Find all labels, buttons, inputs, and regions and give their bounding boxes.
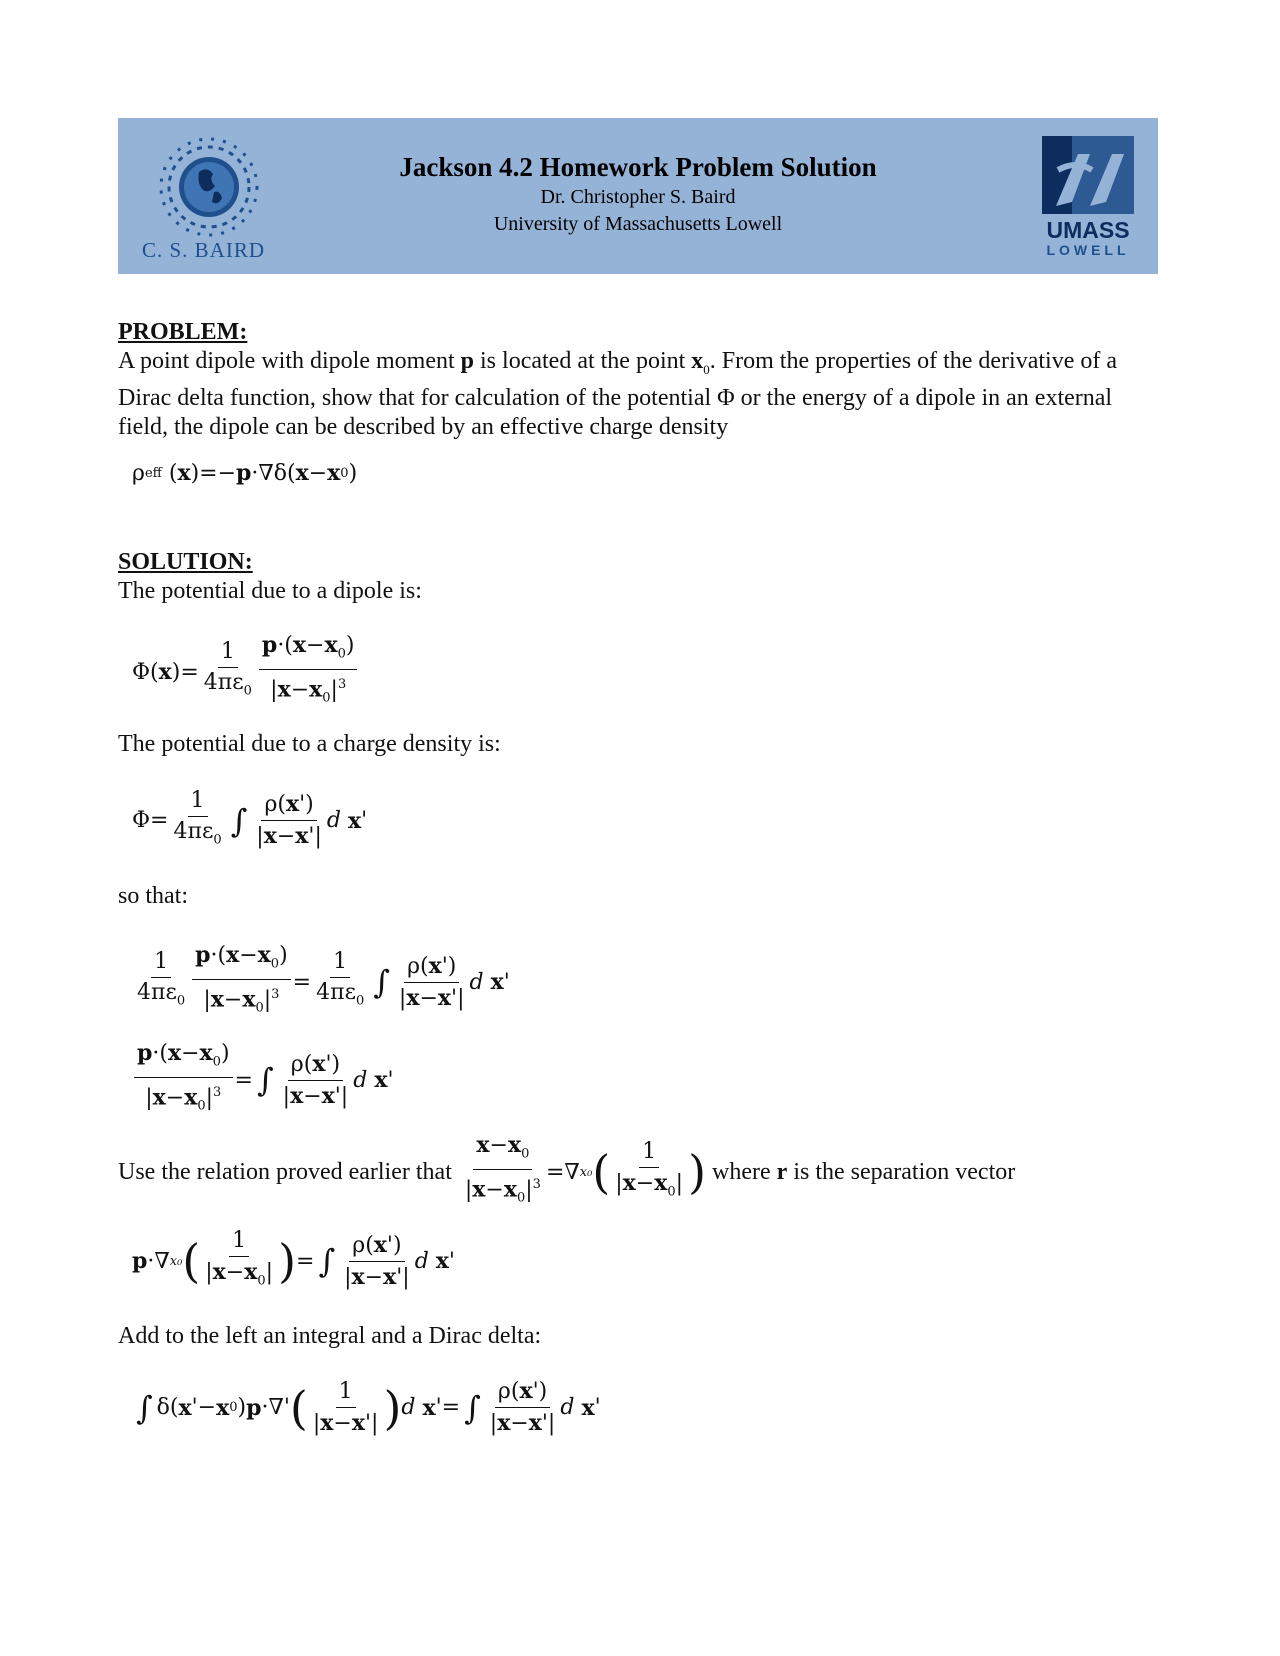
solution-section <box>118 548 1168 606</box>
problem-text: A point dipole with dipole moment p is located at the point $x_0$. From the properties of the derivative of a Dirac delta function, show that for calculation of the potential Φ or the energy of a dipole in an external field, the dipole can be described by an effective charge density <box>118 348 1117 440</box>
brand-left: C. S. BAIRD <box>142 238 266 262</box>
solution-line-4a: Use the relation proved earlier that <box>118 1158 452 1185</box>
author: Dr. Christopher S. Baird <box>540 186 736 208</box>
solution-line-4b: where r is the separation vector <box>712 1158 1016 1185</box>
brand-right <box>1038 218 1138 258</box>
equation-equality-1: $\frac{1}{4\pi\varepsilon_0}$ $\frac{p\cdot(x-x_0)}{|x-x_0|^3}$ = $\frac{1}{4\pi\varepsilon_0}$ ∫ $\frac{\rho(x')}{|x-x'|}$ d x ' <box>137 942 510 1017</box>
equation-equality-2: $\frac{p\cdot(x-x_0)}{|x-x_0|^3}$ = ∫ $\frac{\rho(x')}{|x-x'|}$ d x ' <box>132 1040 394 1120</box>
equation-phi-density: Φ= $\frac{1}{4\pi\varepsilon_0}$ ∫ $\frac{\rho(x')}{|x-x'|}$ d x ' <box>132 788 368 850</box>
globe-logo-icon <box>154 132 264 242</box>
equation-delta-integral: ∫ δ( x '− x 0 ) p ·∇' ( $\frac{1}{|x-x'|}$ ) d x '= ∫ $\frac{\rho(x')}{|x-x'|}$ d x ' <box>136 1378 601 1436</box>
affiliation: University of Massachusetts Lowell <box>493 213 783 235</box>
solution-line-1: The potential due to a dipole is: <box>118 578 422 604</box>
brand-right-line1: UMASS <box>1046 217 1130 243</box>
equation-p-grad: p ·∇ x₀ ( $\frac{1}{|x-x_0|}$ ) = ∫ $\frac{\rho(x')}{|x-x'|}$ d x ' <box>132 1228 455 1290</box>
title-block <box>368 152 908 237</box>
equation-phi-dipole: Φ( x )= $\frac{1}{4\pi\varepsilon_0}$ $\frac{p\cdot(x-x_0)}{|x-x_0|^3}$ <box>132 632 359 712</box>
header-banner <box>118 118 1158 274</box>
page-title: Jackson 4.2 Homework Problem Solution <box>399 152 877 182</box>
solution-line-2: The potential due to a charge density is: <box>118 731 501 757</box>
solution-line-5: Add to the left an integral and a Dirac delta: <box>118 1323 542 1349</box>
solution-heading: SOLUTION: <box>118 549 253 575</box>
problem-section <box>118 318 1168 442</box>
relation-line <box>118 1132 1178 1212</box>
equation-rho-eff: ρ eff ( x )=− p ·∇δ( x − x 0 ) <box>132 460 358 486</box>
solution-line-3: so that: <box>118 883 188 909</box>
relation-equation: $\frac{x-x_0}{|x-x_0|^3}$ =∇ x₀ ( $\frac{1}{|x-x_0|}$ ) <box>464 1132 707 1207</box>
brand-right-line2: LOWELL <box>1046 242 1130 258</box>
problem-heading: PROBLEM: <box>118 319 248 345</box>
